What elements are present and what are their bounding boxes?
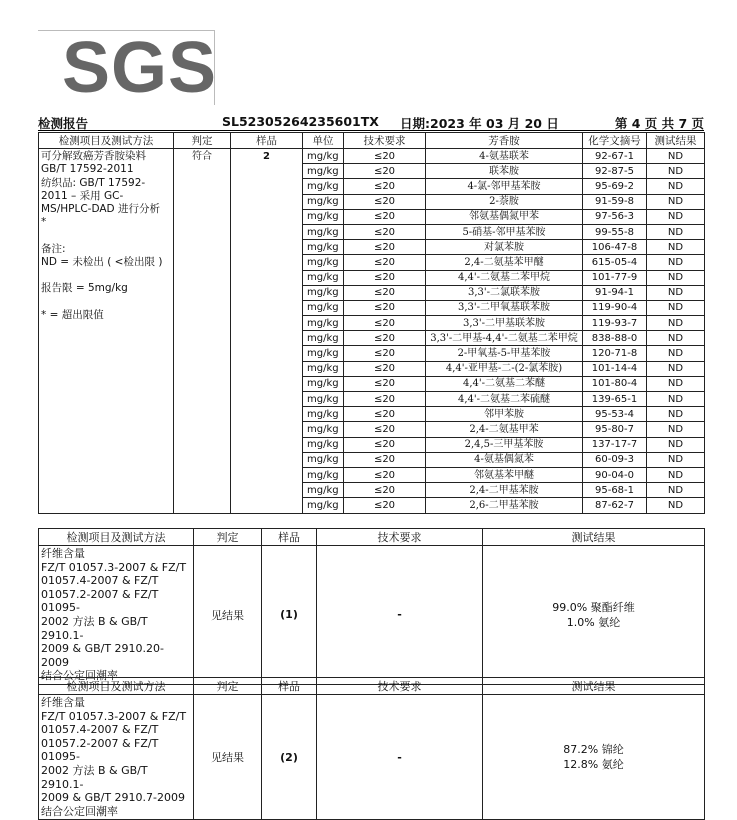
requirement-cell: ≤20 — [344, 376, 426, 391]
fiber-table-1-header — [39, 529, 705, 546]
requirement-cell: ≤20 — [344, 498, 426, 513]
result-cell: ND — [647, 346, 705, 361]
method-line: ND = 未检出 ( <检出限 ) — [41, 256, 163, 269]
requirement-cell: ≤20 — [344, 331, 426, 346]
result-cell: ND — [647, 331, 705, 346]
amine-name-cell: 5-硝基-邻甲基苯胺 — [426, 224, 583, 239]
header-unit: 单位 — [303, 133, 344, 149]
amine-name-cell: 4,4'-二氨基二苯醚 — [426, 376, 583, 391]
result-cell: ND — [647, 194, 705, 209]
fiber-method-cell — [39, 695, 194, 820]
header-sample: 样品 — [262, 678, 317, 695]
fiber-table-2-header — [39, 678, 705, 695]
header-method: 检测项目及测试方法 — [39, 133, 174, 149]
header-method: 检测项目及测试方法 — [39, 678, 194, 695]
result-cell: ND — [647, 255, 705, 270]
requirement-cell: ≤20 — [344, 452, 426, 467]
unit-cell: mg/kg — [303, 361, 344, 376]
method-line: 纤维含量 — [41, 547, 85, 560]
requirement-cell: ≤20 — [344, 149, 426, 164]
cas-number-cell: 95-80-7 — [583, 422, 647, 437]
unit-cell: mg/kg — [303, 498, 344, 513]
header-requirement: 技术要求 — [317, 678, 483, 695]
amine-name-cell: 3,3'-二氯联苯胺 — [426, 285, 583, 300]
requirement-cell: ≤20 — [344, 346, 426, 361]
result-cell: ND — [647, 498, 705, 513]
cas-number-cell: 137-17-7 — [583, 437, 647, 452]
sample-cell: 2 — [231, 149, 303, 514]
requirement-cell: ≤20 — [344, 164, 426, 179]
amine-name-cell: 2,6-二甲基苯胺 — [426, 498, 583, 513]
fiber-content-table-2 — [38, 677, 705, 820]
unit-cell: mg/kg — [303, 255, 344, 270]
header-judgement: 判定 — [194, 678, 262, 695]
amine-name-cell: 2-甲氧基-5-甲基苯胺 — [426, 346, 583, 361]
cas-number-cell: 119-90-4 — [583, 300, 647, 315]
method-line: 结合公定回潮率 — [41, 669, 118, 683]
result-cell: ND — [647, 376, 705, 391]
fiber-table-2-row — [39, 695, 705, 820]
amine-name-cell: 邻氨基苯甲醚 — [426, 467, 583, 482]
report-title: 检测报告 — [38, 116, 89, 131]
header-judgement: 判定 — [194, 529, 262, 546]
unit-cell: mg/kg — [303, 467, 344, 482]
result-line: 99.0% 聚酯纤维 — [552, 600, 635, 614]
method-line — [41, 230, 171, 243]
requirement-cell: ≤20 — [344, 361, 426, 376]
method-line: 备注: — [41, 242, 66, 255]
header-rule — [38, 130, 704, 131]
amine-name-cell: 邻氨基偶氮甲苯 — [426, 209, 583, 224]
method-line: 报告限 = 5mg/kg — [41, 282, 128, 295]
result-cell: ND — [647, 149, 705, 164]
cas-number-cell: 101-14-4 — [583, 361, 647, 376]
cas-number-cell: 139-65-1 — [583, 392, 647, 407]
cas-number-cell: 119-93-7 — [583, 316, 647, 331]
amine-name-cell: 3,3'-二甲氧基联苯胺 — [426, 300, 583, 315]
cas-number-cell: 91-94-1 — [583, 285, 647, 300]
unit-cell: mg/kg — [303, 331, 344, 346]
method-line: 01057.4-2007 & FZ/T — [41, 723, 159, 737]
requirement-cell: - — [317, 695, 483, 820]
unit-cell: mg/kg — [303, 316, 344, 331]
cas-number-cell: 87-62-7 — [583, 498, 647, 513]
page-number: 第 4 页 共 7 页 — [614, 116, 704, 131]
amine-name-cell: 2-萘胺 — [426, 194, 583, 209]
report-number: SL52305264235601TX — [222, 114, 379, 129]
unit-cell: mg/kg — [303, 285, 344, 300]
method-line: 01057.4-2007 & FZ/T — [41, 574, 159, 588]
cas-number-cell: 615-05-4 — [583, 255, 647, 270]
cas-number-cell: 92-87-5 — [583, 164, 647, 179]
amine-name-cell: 3,3'-二甲基联苯胺 — [426, 316, 583, 331]
requirement-cell: ≤20 — [344, 392, 426, 407]
method-cell — [39, 149, 174, 514]
method-line: FZ/T 01057.3-2007 & FZ/T — [41, 560, 187, 574]
method-line — [41, 296, 171, 309]
method-line: 纤维含量 — [41, 696, 85, 709]
result-cell: ND — [647, 285, 705, 300]
unit-cell: mg/kg — [303, 300, 344, 315]
result-cell: ND — [647, 316, 705, 331]
requirement-cell: ≤20 — [344, 483, 426, 498]
cas-number-cell: 91-59-8 — [583, 194, 647, 209]
cas-number-cell: 106-47-8 — [583, 240, 647, 255]
cas-number-cell: 101-77-9 — [583, 270, 647, 285]
unit-cell: mg/kg — [303, 209, 344, 224]
cas-number-cell: 97-56-3 — [583, 209, 647, 224]
fiber-table-1-row — [39, 546, 705, 685]
result-cell — [483, 546, 705, 685]
unit-cell: mg/kg — [303, 164, 344, 179]
requirement-cell: ≤20 — [344, 240, 426, 255]
requirement-cell: ≤20 — [344, 407, 426, 422]
method-line: GB/T 17592-2011 — [41, 163, 134, 176]
amine-name-cell: 4,4'-亚甲基-二-(2-氯苯胺) — [426, 361, 583, 376]
method-line: 2009 & GB/T 2910.7-2009 — [41, 791, 186, 805]
cas-number-cell: 90-04-0 — [583, 467, 647, 482]
sgs-logo: SGS — [62, 28, 218, 108]
unit-cell: mg/kg — [303, 437, 344, 452]
judgement-cell: 见结果 — [194, 546, 262, 685]
result-cell: ND — [647, 483, 705, 498]
requirement-cell: ≤20 — [344, 270, 426, 285]
amine-name-cell: 对氯苯胺 — [426, 240, 583, 255]
header-sample: 样品 — [231, 133, 303, 149]
result-line: 12.8% 氨纶 — [563, 758, 624, 772]
judgement-cell: 符合 — [174, 149, 231, 514]
header-result: 测试结果 — [483, 529, 705, 546]
result-cell: ND — [647, 392, 705, 407]
cas-number-cell: 838-88-0 — [583, 331, 647, 346]
amine-name-cell: 4,4'-二氨基二苯甲烷 — [426, 270, 583, 285]
amine-name-cell: 4-氯-邻甲基苯胺 — [426, 179, 583, 194]
report-header — [38, 114, 704, 130]
header-aromatic-amine: 芳香胺 — [426, 133, 583, 149]
method-line: 结合公定回潮率 — [41, 804, 118, 818]
header-requirement: 技术要求 — [344, 133, 426, 149]
method-line: FZ/T 01057.3-2007 & FZ/T — [41, 709, 187, 723]
header-result: 测试结果 — [483, 678, 705, 695]
header-requirement: 技术要求 — [317, 529, 483, 546]
amine-test-table — [38, 132, 705, 514]
method-line: 可分解致癌芳香胺染料 — [41, 150, 146, 162]
requirement-cell: ≤20 — [344, 285, 426, 300]
method-line: MS/HPLC-DAD 进行分析 — [41, 203, 160, 216]
method-line — [41, 269, 171, 282]
header-result: 测试结果 — [647, 133, 705, 149]
result-cell: ND — [647, 361, 705, 376]
requirement-cell: ≤20 — [344, 467, 426, 482]
cas-number-cell: 95-69-2 — [583, 179, 647, 194]
requirement-cell: ≤20 — [344, 300, 426, 315]
result-cell: ND — [647, 209, 705, 224]
report-date: 日期:2023 年 03 月 20 日 — [400, 116, 559, 131]
amine-name-cell: 邻甲苯胺 — [426, 407, 583, 422]
amine-row — [39, 149, 705, 164]
amine-name-cell: 2,4-二氨基苯甲醚 — [426, 255, 583, 270]
amine-name-cell: 联苯胺 — [426, 164, 583, 179]
result-cell — [483, 695, 705, 820]
amine-name-cell: 2,4-二甲基苯胺 — [426, 483, 583, 498]
unit-cell: mg/kg — [303, 194, 344, 209]
header-cas-number: 化学文摘号 — [583, 133, 647, 149]
requirement-cell: ≤20 — [344, 224, 426, 239]
sample-cell: (1) — [262, 546, 317, 685]
method-line: 2011 – 采用 GC- — [41, 189, 124, 202]
cas-number-cell: 101-80-4 — [583, 376, 647, 391]
requirement-cell: ≤20 — [344, 255, 426, 270]
amine-name-cell: 4,4'-二氨基二苯硫醚 — [426, 392, 583, 407]
result-cell: ND — [647, 467, 705, 482]
requirement-cell: - — [317, 546, 483, 685]
amine-name-cell: 4-氨基偶氮苯 — [426, 452, 583, 467]
cas-number-cell: 120-71-8 — [583, 346, 647, 361]
cas-number-cell: 99-55-8 — [583, 224, 647, 239]
method-line: * = 超出限值 — [41, 308, 104, 321]
result-cell: ND — [647, 452, 705, 467]
fiber-method-cell — [39, 546, 194, 685]
result-cell: ND — [647, 300, 705, 315]
result-cell: ND — [647, 407, 705, 422]
result-line: 1.0% 氨纶 — [566, 615, 621, 629]
method-line: 2002 方法 B & GB/T 2910.1- — [41, 763, 148, 791]
result-cell: ND — [647, 240, 705, 255]
method-line: 2002 方法 B & GB/T 2910.1- — [41, 614, 148, 642]
requirement-cell: ≤20 — [344, 422, 426, 437]
method-line: 纺织品: GB/T 17592- — [41, 176, 146, 189]
cas-number-cell: 95-53-4 — [583, 407, 647, 422]
amine-name-cell: 2,4,5-三甲基苯胺 — [426, 437, 583, 452]
result-line: 87.2% 锦纶 — [563, 743, 624, 757]
amine-name-cell: 3,3'-二甲基-4,4'-二氨基二苯甲烷 — [426, 331, 583, 346]
unit-cell: mg/kg — [303, 179, 344, 194]
method-line: 2009 & GB/T 2910.20-2009 — [41, 642, 165, 669]
result-cell: ND — [647, 179, 705, 194]
amine-name-cell: 4-氨基联苯 — [426, 149, 583, 164]
method-line: 01057.2-2007 & FZ/T 01095- — [41, 736, 159, 764]
cas-number-cell: 60-09-3 — [583, 452, 647, 467]
unit-cell: mg/kg — [303, 346, 344, 361]
unit-cell: mg/kg — [303, 224, 344, 239]
unit-cell: mg/kg — [303, 422, 344, 437]
result-cell: ND — [647, 270, 705, 285]
requirement-cell: ≤20 — [344, 437, 426, 452]
requirement-cell: ≤20 — [344, 209, 426, 224]
judgement-cell: 见结果 — [194, 695, 262, 820]
unit-cell: mg/kg — [303, 376, 344, 391]
cas-number-cell: 92-67-1 — [583, 149, 647, 164]
requirement-cell: ≤20 — [344, 179, 426, 194]
sample-cell: (2) — [262, 695, 317, 820]
unit-cell: mg/kg — [303, 392, 344, 407]
unit-cell: mg/kg — [303, 270, 344, 285]
method-line: * — [41, 216, 47, 229]
fiber-content-table-1 — [38, 528, 705, 685]
amine-name-cell: 2,4-二氨基甲苯 — [426, 422, 583, 437]
cas-number-cell: 95-68-1 — [583, 483, 647, 498]
unit-cell: mg/kg — [303, 452, 344, 467]
amine-table-header — [39, 133, 705, 149]
requirement-cell: ≤20 — [344, 194, 426, 209]
unit-cell: mg/kg — [303, 149, 344, 164]
requirement-cell: ≤20 — [344, 316, 426, 331]
method-line: 01057.2-2007 & FZ/T 01095- — [41, 587, 159, 615]
result-cell: ND — [647, 422, 705, 437]
result-cell: ND — [647, 164, 705, 179]
unit-cell: mg/kg — [303, 240, 344, 255]
header-method: 检测项目及测试方法 — [39, 529, 194, 546]
header-sample: 样品 — [262, 529, 317, 546]
header-judgement: 判定 — [174, 133, 231, 149]
result-cell: ND — [647, 224, 705, 239]
unit-cell: mg/kg — [303, 483, 344, 498]
result-cell: ND — [647, 437, 705, 452]
unit-cell: mg/kg — [303, 407, 344, 422]
